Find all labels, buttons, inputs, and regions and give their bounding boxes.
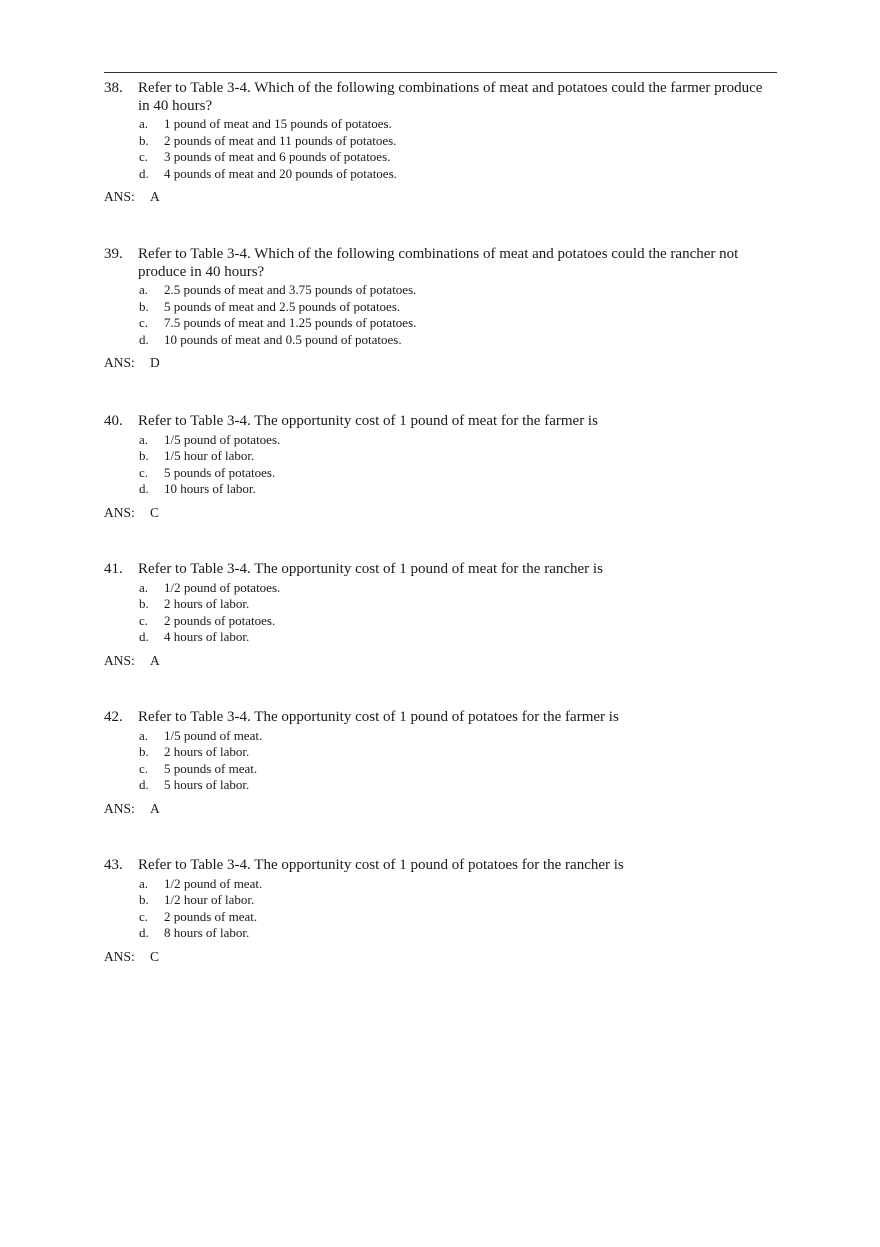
option-d bbox=[104, 481, 764, 498]
question-number: 43. bbox=[104, 857, 123, 873]
option-letter: c. bbox=[139, 908, 149, 924]
option-text: 10 pounds of meat and 0.5 pound of potatoes. bbox=[164, 331, 402, 347]
option-letter: d. bbox=[139, 629, 149, 644]
option-b bbox=[104, 596, 764, 613]
option-b bbox=[104, 299, 764, 316]
option-letter: a. bbox=[139, 579, 149, 595]
answer-line bbox=[104, 801, 764, 817]
option-text: 3 pounds of meat and 6 pounds of potatoes. bbox=[164, 149, 391, 164]
option-b bbox=[104, 744, 764, 761]
option-text: 7.5 pounds of meat and 1.25 pounds of potatoes. bbox=[164, 315, 417, 330]
answer-value: D bbox=[150, 355, 160, 370]
question-42 bbox=[104, 709, 764, 817]
question-number: 38. bbox=[104, 80, 123, 96]
answer-line bbox=[104, 355, 764, 371]
question-text: Refer to Table 3-4. Which of the following combinations of meat and potatoes could the rancher not produce in 40 hours? bbox=[138, 246, 739, 280]
option-letter: b. bbox=[139, 596, 149, 611]
answer-options bbox=[104, 432, 764, 498]
option-text: 2 hours of labor. bbox=[164, 744, 250, 759]
question-text: Refer to Table 3-4. The opportunity cost of 1 pound of potatoes for the rancher is bbox=[138, 857, 624, 873]
answer-line bbox=[104, 653, 764, 669]
option-text: 5 pounds of meat and 2.5 pounds of potatoes. bbox=[164, 298, 401, 314]
option-text: 4 pounds of meat and 20 pounds of potatoes. bbox=[164, 165, 397, 181]
option-letter: a. bbox=[139, 282, 149, 297]
option-text: 1/2 pound of meat. bbox=[164, 875, 263, 891]
option-text: 2 pounds of meat and 11 pounds of potatoes. bbox=[164, 132, 397, 148]
answer-label: ANS: bbox=[104, 189, 135, 204]
option-text: 1/5 pound of potatoes. bbox=[164, 431, 281, 447]
question-number: 39. bbox=[104, 246, 123, 262]
option-c bbox=[104, 315, 764, 332]
option-letter: b. bbox=[139, 892, 149, 907]
option-text: 5 pounds of meat. bbox=[164, 760, 258, 776]
question-41 bbox=[104, 561, 764, 669]
answer-line bbox=[104, 189, 764, 205]
option-text: 1 pound of meat and 15 pounds of potatoes. bbox=[164, 116, 392, 131]
question-stem bbox=[104, 413, 764, 431]
option-c bbox=[104, 465, 764, 482]
answer-options bbox=[104, 116, 764, 182]
header-rule bbox=[104, 72, 777, 73]
option-letter: b. bbox=[139, 132, 149, 148]
question-number: 40. bbox=[104, 413, 123, 429]
option-text: 10 hours of labor. bbox=[164, 481, 256, 496]
question-number: 42. bbox=[104, 709, 123, 725]
question-43 bbox=[104, 857, 764, 965]
question-stem bbox=[104, 80, 764, 115]
question-39 bbox=[104, 246, 764, 371]
answer-value: A bbox=[150, 189, 160, 204]
answer-line bbox=[104, 505, 764, 521]
answer-label: ANS: bbox=[104, 652, 135, 668]
option-letter: d. bbox=[139, 481, 149, 496]
option-text: 8 hours of labor. bbox=[164, 925, 250, 940]
option-text: 1/2 hour of labor. bbox=[164, 892, 255, 907]
option-a bbox=[104, 116, 764, 133]
option-letter: b. bbox=[139, 448, 149, 463]
answer-value: A bbox=[150, 652, 160, 668]
option-d bbox=[104, 629, 764, 646]
option-d bbox=[104, 166, 764, 183]
question-40 bbox=[104, 413, 764, 521]
question-text: Refer to Table 3-4. The opportunity cost of 1 pound of meat for the rancher is bbox=[138, 561, 603, 577]
question-text: Refer to Table 3-4. Which of the following combinations of meat and potatoes could the farmer produce in 40 hours? bbox=[138, 80, 763, 114]
answer-value: C bbox=[150, 948, 160, 964]
option-text: 2 pounds of meat. bbox=[164, 908, 258, 924]
question-text: Refer to Table 3-4. The opportunity cost of 1 pound of potatoes for the farmer is bbox=[138, 709, 619, 725]
option-letter: b. bbox=[139, 744, 149, 759]
option-a bbox=[104, 580, 764, 597]
option-c bbox=[104, 149, 764, 166]
option-letter: c. bbox=[139, 149, 149, 164]
answer-label: ANS: bbox=[104, 504, 135, 520]
option-text: 2.5 pounds of meat and 3.75 pounds of potatoes. bbox=[164, 282, 417, 297]
option-text: 1/2 pound of potatoes. bbox=[164, 579, 281, 595]
option-a bbox=[104, 876, 764, 893]
question-38 bbox=[104, 80, 764, 205]
option-c bbox=[104, 761, 764, 778]
option-b bbox=[104, 892, 764, 909]
option-letter: a. bbox=[139, 431, 149, 447]
option-letter: d. bbox=[139, 331, 149, 347]
question-stem bbox=[104, 246, 764, 281]
option-b bbox=[104, 448, 764, 465]
option-letter: d. bbox=[139, 777, 149, 792]
answer-options bbox=[104, 728, 764, 794]
answer-options bbox=[104, 580, 764, 646]
answer-label: ANS: bbox=[104, 948, 135, 964]
option-letter: a. bbox=[139, 875, 149, 891]
option-text: 1/5 hour of labor. bbox=[164, 448, 255, 463]
answer-options bbox=[104, 282, 764, 348]
option-letter: d. bbox=[139, 925, 149, 940]
option-letter: c. bbox=[139, 760, 149, 776]
answer-value: C bbox=[150, 504, 160, 520]
question-stem bbox=[104, 857, 764, 875]
answer-line bbox=[104, 949, 764, 965]
option-text: 5 hours of labor. bbox=[164, 777, 250, 792]
option-d bbox=[104, 777, 764, 794]
option-letter: c. bbox=[139, 612, 149, 628]
option-letter: c. bbox=[139, 464, 149, 480]
option-a bbox=[104, 282, 764, 299]
question-stem bbox=[104, 561, 764, 579]
option-letter: c. bbox=[139, 315, 149, 330]
option-text: 5 pounds of potatoes. bbox=[164, 464, 276, 480]
question-stem bbox=[104, 709, 764, 727]
answer-label: ANS: bbox=[104, 800, 135, 816]
option-letter: a. bbox=[139, 116, 149, 131]
option-c bbox=[104, 909, 764, 926]
option-text: 1/5 pound of meat. bbox=[164, 727, 263, 743]
answer-options bbox=[104, 876, 764, 942]
option-d bbox=[104, 332, 764, 349]
answer-value: A bbox=[150, 800, 160, 816]
option-letter: d. bbox=[139, 165, 149, 181]
option-a bbox=[104, 728, 764, 745]
option-a bbox=[104, 432, 764, 449]
question-number: 41. bbox=[104, 561, 123, 577]
option-c bbox=[104, 613, 764, 630]
option-d bbox=[104, 925, 764, 942]
option-b bbox=[104, 133, 764, 150]
answer-label: ANS: bbox=[104, 355, 135, 370]
option-letter: b. bbox=[139, 298, 149, 314]
option-letter: a. bbox=[139, 727, 149, 743]
option-text: 2 pounds of potatoes. bbox=[164, 612, 276, 628]
option-text: 2 hours of labor. bbox=[164, 596, 250, 611]
question-text: Refer to Table 3-4. The opportunity cost of 1 pound of meat for the farmer is bbox=[138, 413, 598, 429]
option-text: 4 hours of labor. bbox=[164, 629, 250, 644]
